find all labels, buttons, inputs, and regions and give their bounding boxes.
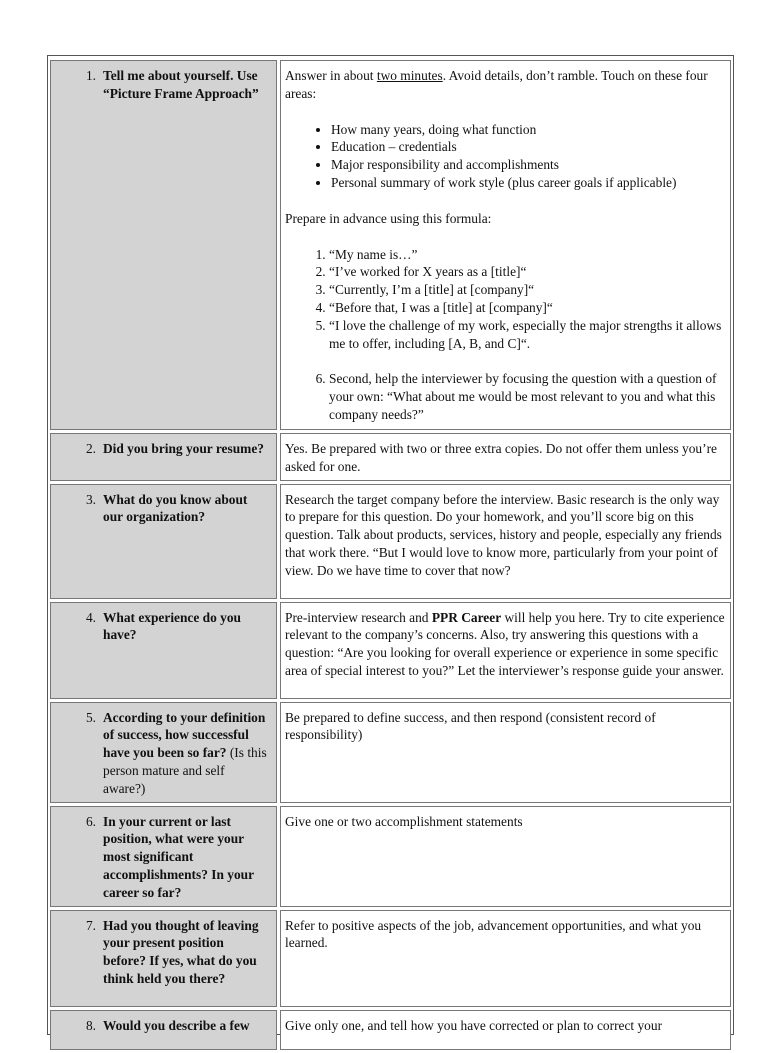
question-text: What do you know about our organization? xyxy=(103,491,248,525)
question-cell xyxy=(50,60,277,430)
answer-cell xyxy=(280,1010,731,1050)
list-item: 4. “Before that, I was a [title] at [company]“ xyxy=(329,299,726,317)
table-row xyxy=(50,806,731,907)
list-item: 6. Second, help the interviewer by focusing the question with a question of your own: “What about me would be most relevant to you and what this company needs?” xyxy=(329,370,726,423)
list-item: • Personal summary of work style (plus career goals if applicable) xyxy=(331,174,726,192)
answer-intro: Answer in about two minutes. Avoid details, don’t ramble. Touch on these four areas: xyxy=(285,68,708,101)
question-text: Had you thought of leaving your present position before? If yes, what do you think held you there? xyxy=(103,917,259,986)
question-number: 2. xyxy=(85,441,96,456)
answer-text: Pre-interview research and PPR Career will help you here. Try to cite experience relevant to the company’s concerns. Also, try answering this questions with a question: “Are you looking for overall experience or experience in some specific area of special interest to you?” Let the interviewer’s response guide your answer. xyxy=(285,609,725,678)
question-cell xyxy=(50,433,277,481)
list-item: 5. “I love the challenge of my work, especially the major strengths it allows me to offer, including [A, B, and C]“. xyxy=(329,317,726,353)
answer-text: Yes. Be prepared with two or three extra copies. Do not offer them unless you’re asked for one. xyxy=(285,441,717,474)
question-number: 5. xyxy=(85,709,96,725)
answer-text: Be prepared to define success, and then respond (consistent record of responsibility) xyxy=(285,709,656,743)
question-subtext: (Is this person mature and self aware?) xyxy=(103,745,267,796)
question-text: According to your definition of success, how successful have you been so far? (Is this person mature and self aware?) xyxy=(103,709,267,796)
interview-questions-table xyxy=(50,57,731,1053)
list-item: 2. “I’ve worked for X years as a [title]“ xyxy=(329,263,726,281)
ppr-career-brand: PPR Career xyxy=(431,609,502,625)
question-cell xyxy=(50,484,277,599)
list-item: • Major responsibility and accomplishments xyxy=(331,156,726,174)
question-number: 1. xyxy=(85,68,96,83)
question-text: What experience do you have? xyxy=(103,609,241,643)
answer-cell xyxy=(280,910,731,1007)
answer-cell xyxy=(280,60,731,430)
question-text: In your current or last position, what were your most significant accomplishments? In your career so far? xyxy=(103,813,254,900)
table-row xyxy=(50,1010,731,1050)
answer-cell xyxy=(280,433,731,481)
list-item: 3. “Currently, I’m a [title] at [company]“ xyxy=(329,281,726,299)
question-number: 4. xyxy=(85,609,96,625)
answer-text: Refer to positive aspects of the job, advancement opportunities, and what you learned. xyxy=(285,917,702,951)
question-text: Tell me about yourself. Use “Picture Frame Approach” xyxy=(103,68,259,101)
list-item: • Education – credentials xyxy=(331,138,726,156)
question-number: 8. xyxy=(85,1017,96,1033)
table-row xyxy=(50,702,731,803)
table-row xyxy=(50,433,731,481)
question-cell xyxy=(50,806,277,907)
formula-intro: Prepare in advance using this formula: xyxy=(285,210,492,226)
question-number: 3. xyxy=(85,491,96,507)
list-item: • How many years, doing what function xyxy=(331,121,726,139)
question-cell xyxy=(50,1010,277,1050)
table-row xyxy=(50,602,731,699)
answer-cell xyxy=(280,602,731,699)
answer-text: Give only one, and tell how you have corrected or plan to correct your xyxy=(285,1017,663,1033)
question-cell xyxy=(50,702,277,803)
answer-cell xyxy=(280,484,731,599)
question-number: 7. xyxy=(85,917,96,933)
underlined-duration: two minutes xyxy=(376,68,443,83)
formula-list xyxy=(285,246,726,424)
answer-cell xyxy=(280,702,731,803)
table-row xyxy=(50,910,731,1007)
question-text: Did you bring your resume? xyxy=(103,441,264,456)
bullet-list xyxy=(285,121,726,192)
question-cell xyxy=(50,602,277,699)
question-cell xyxy=(50,910,277,1007)
list-item: 1. “My name is…” xyxy=(329,246,726,264)
answer-cell xyxy=(280,806,731,907)
interview-questions-frame xyxy=(47,55,734,1035)
answer-text: Give one or two accomplishment statements xyxy=(285,813,523,829)
question-text: Would you describe a few xyxy=(103,1017,250,1033)
answer-text: Research the target company before the interview. Basic research is the only way to prepare for this question. Do your homework, and you’ll score big on this question. Talk about products, services, history and people, especially any friends that work there. “But I would love to know more, particularly from your point of view. Do we have time to cover that now? xyxy=(285,491,722,578)
table-row xyxy=(50,60,731,430)
question-number: 6. xyxy=(85,813,96,829)
table-row xyxy=(50,484,731,599)
